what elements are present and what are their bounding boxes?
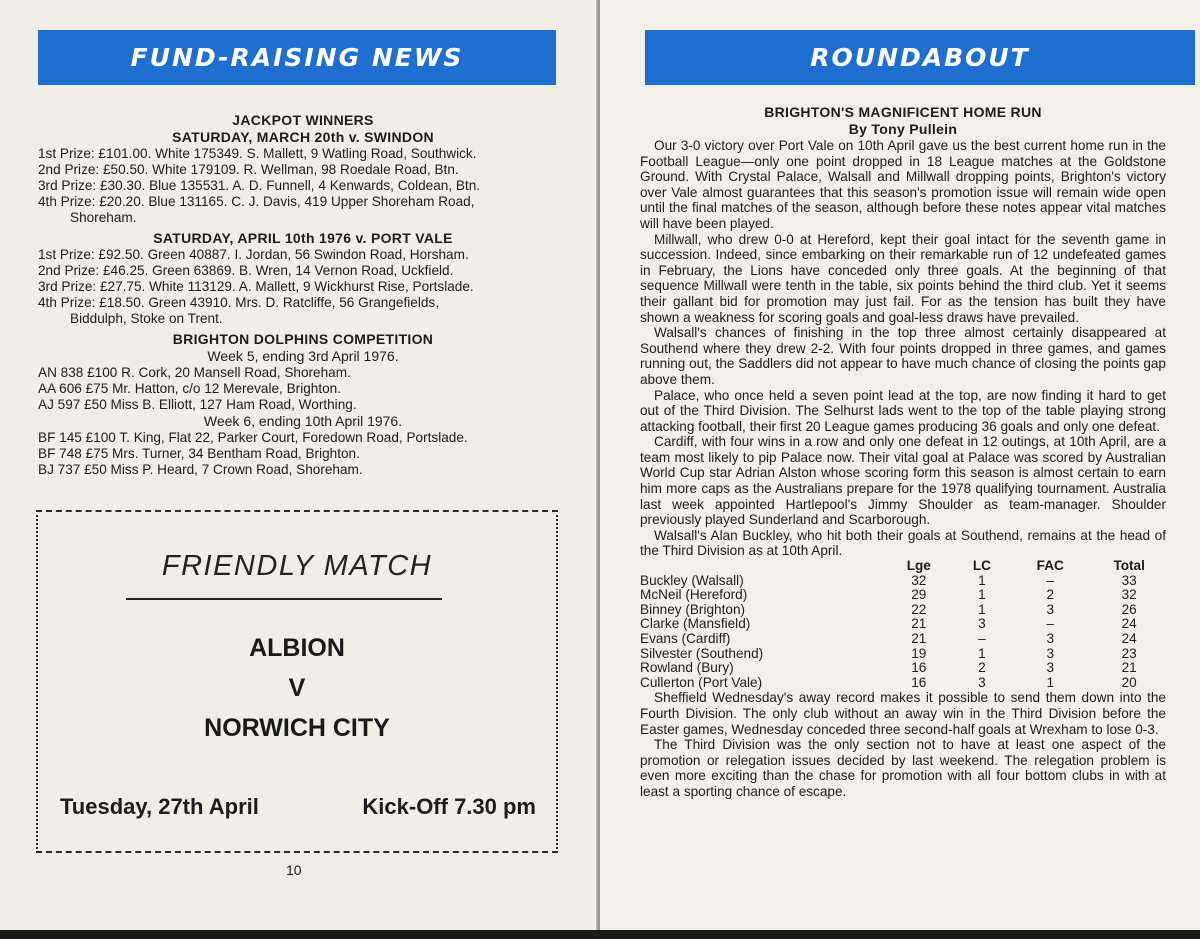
prize-line: Shoreham. <box>70 210 137 225</box>
table-row <box>640 632 1166 647</box>
fac-goals: 3 <box>1046 631 1055 646</box>
total-goals: 21 <box>1121 660 1137 676</box>
title-divider <box>126 598 442 600</box>
lc-goals: 1 <box>978 572 986 588</box>
friendly-match-box <box>36 510 558 853</box>
table-row <box>640 676 1166 691</box>
table-header-row <box>640 559 1166 574</box>
jackpot-match-1: SATURDAY, MARCH 20th v. SWINDON <box>172 129 434 145</box>
away-team: NORWICH CITY <box>204 714 390 742</box>
page-number: 10 <box>286 862 302 878</box>
col-header: Total <box>1113 558 1145 574</box>
player-name: Silvester (Southend) <box>640 645 764 661</box>
article-paragraph: Millwall, who drew 0-0 at Hereford, kept their goal intact for the seventh game in succession. Indeed, since embarking on their remarkable run of 12 undefeated games in February, the Lions have conceded only three goals. At the beginning of that sequence Millwall were tenth in the table, six points behind the third club. Yet it seems their gallant bid for promotion may just fail. For as the tension has built they have shown a weakness for scoring goals and goal-less draws have prevailed. <box>640 231 1166 325</box>
lge-goals: 19 <box>911 645 927 661</box>
fac-goals: 1 <box>1046 674 1055 690</box>
article-paragraph: Walsall's Alan Buckley, who hit both their goals at Southend, remains at the head of the Third Division as at 10th April. <box>640 527 1166 559</box>
total-goals: 23 <box>1121 645 1137 661</box>
lge-goals: 22 <box>911 601 927 617</box>
player-name: McNeil (Hereford) <box>640 587 748 603</box>
fac-goals: 2 <box>1046 587 1055 603</box>
player-name: Buckley (Walsall) <box>640 572 744 588</box>
lge-goals: 16 <box>911 674 927 690</box>
table-row <box>640 661 1166 676</box>
prize-line: 1st Prize: £92.50. Green 40887. I. Jordan, 56 Swindon Road, Horsham. <box>38 247 469 262</box>
player-name: Cullerton (Port Vale) <box>640 674 763 690</box>
lge-goals: 32 <box>911 572 927 588</box>
dolphins-winner: AJ 597 £50 Miss B. Elliott, 127 Ham Road, Worthing. <box>38 397 357 412</box>
total-goals: 20 <box>1121 674 1137 690</box>
versus: V <box>288 674 306 702</box>
dolphins-winner: BF 748 £75 Mrs. Turner, 34 Bentham Road, Brighton. <box>38 446 360 461</box>
total-goals: 26 <box>1121 601 1137 617</box>
lge-goals: 29 <box>911 587 927 603</box>
article-headline: BRIGHTON'S MAGNIFICENT HOME RUN <box>764 104 1042 120</box>
match-date: Tuesday, 27th April <box>60 794 259 819</box>
article-paragraph: Cardiff, with four wins in a row and only one defeat in 12 outings, at 10th April, are a team most likely to pip Palace now. Their vital goal at Palace was scored by Australian World Cup star Adrian Alston whose scoring form this season is almost certain to earn him more caps as the Australians prepare for the 1978 qualifying tournament. Australia last week appointed Hartlepool's Jimmy Shoulder as team-manager. Shoulder previously played Sunderland and Scarborough. <box>640 434 1166 528</box>
fac-goals: 3 <box>1046 660 1055 676</box>
article-paragraph: Sheffield Wednesday's away record makes it possible to send them down into the Fourth Division. The only club without an away win in the Third Division before the Easter games, Wednesday conceded three second-half goals at Wrexham to lose 0-3. <box>640 690 1166 737</box>
prize-line: 3rd Prize: £30.30. Blue 135531. A. D. Funnell, 4 Kenwards, Coldean, Btn. <box>38 178 481 193</box>
total-goals: 24 <box>1121 616 1137 632</box>
lc-goals: – <box>978 631 986 646</box>
fac-goals: 3 <box>1046 601 1055 617</box>
fac-goals: – <box>1046 572 1055 588</box>
week-5-heading: Week 5, ending 3rd April 1976. <box>207 348 399 364</box>
article-paragraph: Our 3-0 victory over Port Vale on 10th April gave us the best current home run in the Football League—only one point dropped in 18 League matches at the Goldstone Ground. With Crystal Palace, Walsall and Millwall dropping points, Brighton's victory over Vale almost guarantees that this season's promotion issue will remain wide open until the final matches of the season, although before these notes appear vital matches will have been played. <box>640 138 1166 231</box>
player-name: Evans (Cardiff) <box>640 631 731 646</box>
table-row <box>640 574 1166 589</box>
article-paragraph: The Third Division was the only section not to have at least one aspect of the promotion or relegation issues decided by last weekend. The relegation problem is even more exciting than the chase for promotion with all four bottom clubs in with at least a sporting chance of escape. <box>640 737 1166 799</box>
lc-goals: 3 <box>978 674 986 690</box>
prize-line: 2nd Prize: £46.25. Green 63869. B. Wren, 14 Vernon Road, Uckfield. <box>38 263 454 278</box>
player-name: Clarke (Mansfield) <box>640 616 751 632</box>
lc-goals: 1 <box>978 645 986 661</box>
prize-line: 2nd Prize: £50.50. White 179109. R. Wellman, 98 Roedale Road, Btn. <box>38 162 459 177</box>
jackpot-title: JACKPOT WINNERS <box>232 112 374 128</box>
scorers-table <box>640 559 1166 690</box>
col-header: Lge <box>906 558 931 574</box>
lge-goals: 16 <box>911 660 927 676</box>
dolphins-winner: AN 838 £100 R. Cork, 20 Mansell Road, Shoreham. <box>38 365 351 380</box>
col-header: FAC <box>1036 558 1064 574</box>
lc-goals: 2 <box>978 660 986 676</box>
dolphins-winner: BJ 737 £50 Miss P. Heard, 7 Crown Road, Shoreham. <box>38 462 363 477</box>
prize-line: Biddulph, Stoke on Trent. <box>70 311 223 326</box>
player-name: Binney (Brighton) <box>640 601 746 617</box>
player-name: Rowland (Bury) <box>640 660 734 676</box>
dolphins-title: BRIGHTON DOLPHINS COMPETITION <box>172 331 434 347</box>
total-goals: 24 <box>1121 631 1137 646</box>
lc-goals: 3 <box>978 616 986 632</box>
banner-title: ROUNDABOUT <box>810 43 1030 72</box>
prize-line: 1st Prize: £101.00. White 175349. S. Mallett, 9 Watling Road, Southwick. <box>38 146 477 161</box>
lc-goals: 1 <box>978 587 986 603</box>
week-6-heading: Week 6, ending 10th April 1976. <box>203 413 403 429</box>
fund-raising-content <box>38 112 568 478</box>
table-row <box>640 647 1166 662</box>
roundabout-banner <box>645 30 1195 85</box>
article-byline: By Tony Pullein <box>848 121 958 137</box>
lge-goals: 21 <box>911 616 927 632</box>
lge-goals: 21 <box>911 631 927 646</box>
fac-goals: 3 <box>1046 645 1055 661</box>
table-row <box>640 617 1166 632</box>
left-page <box>0 0 598 930</box>
total-goals: 33 <box>1121 572 1137 588</box>
prize-line: 4th Prize: £18.50. Green 43910. Mrs. D. Ratcliffe, 56 Grangefields, <box>38 295 439 310</box>
dolphins-winner: AA 606 £75 Mr. Hatton, c/o 12 Merevale, Brighton. <box>38 381 342 396</box>
lc-goals: 1 <box>978 601 986 617</box>
right-page <box>600 0 1200 930</box>
dolphins-winner: BF 145 £100 T. King, Flat 22, Parker Court, Foredown Road, Portslade. <box>38 430 468 445</box>
prize-line: 4th Prize: £20.20. Blue 131165. C. J. Davis, 419 Upper Shoreham Road, <box>38 194 475 209</box>
col-header: LC <box>972 558 991 574</box>
friendly-match-title: FRIENDLY MATCH <box>161 550 433 582</box>
home-team: ALBION <box>249 634 345 662</box>
fac-goals: – <box>1046 616 1055 632</box>
total-goals: 32 <box>1121 587 1137 603</box>
table-row <box>640 588 1166 603</box>
article-paragraph: Walsall's chances of finishing in the top three almost certainly disappeared at Southend where they drew 2-2. With four points dropped in three games, and games running out, the Saddlers did not appear to have much chance of closing the points gap above them. <box>640 325 1166 387</box>
jackpot-match-2: SATURDAY, APRIL 10th 1976 v. PORT VALE <box>153 230 453 246</box>
article <box>640 104 1166 800</box>
article-paragraph: Palace, who once held a seven point lead at the top, are now finding it hard to get out of the Third Division. The Selhurst lads went to the top of the table playing strong attacking football, their first 20 League games producing 36 goals and only one defeat. <box>640 387 1166 434</box>
kick-off-time: Kick-Off 7.30 pm <box>362 794 536 819</box>
fund-raising-banner <box>38 30 556 85</box>
table-row <box>640 603 1166 618</box>
prize-line: 3rd Prize: £27.75. White 113129. A. Mallett, 9 Wickhurst Rise, Portslade. <box>38 279 474 294</box>
banner-title: FUND-RAISING NEWS <box>130 43 464 72</box>
